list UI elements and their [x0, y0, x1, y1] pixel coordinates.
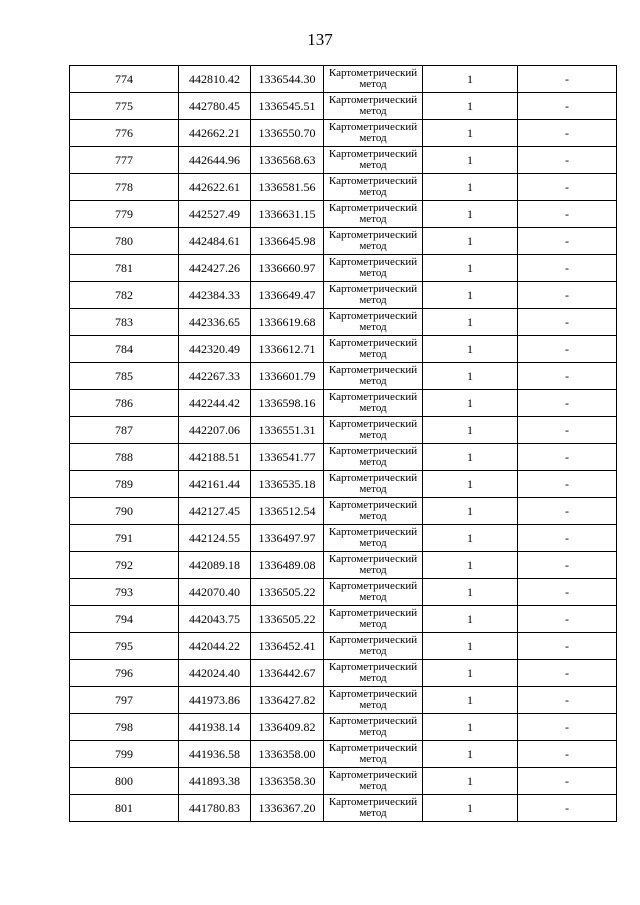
table-row — [70, 741, 617, 768]
table-row — [70, 714, 617, 741]
method-cell: Картометрический метод — [324, 525, 423, 552]
note-cell: - — [518, 417, 617, 444]
method-cell: Картометрический метод — [324, 687, 423, 714]
table-row — [70, 363, 617, 390]
y-coordinate-cell: 1336541.77 — [251, 444, 324, 471]
y-coordinate-cell: 1336551.31 — [251, 417, 324, 444]
count-cell: 1 — [423, 768, 518, 795]
count-cell: 1 — [423, 687, 518, 714]
y-coordinate-cell: 1336505.22 — [251, 606, 324, 633]
x-coordinate-cell: 442267.33 — [179, 363, 251, 390]
x-coordinate-cell: 442320.49 — [179, 336, 251, 363]
y-coordinate-cell: 1336550.70 — [251, 120, 324, 147]
table-row — [70, 579, 617, 606]
table-row — [70, 795, 617, 822]
note-cell: - — [518, 498, 617, 525]
table-row — [70, 471, 617, 498]
count-cell: 1 — [423, 309, 518, 336]
x-coordinate-cell: 442207.06 — [179, 417, 251, 444]
y-coordinate-cell: 1336489.08 — [251, 552, 324, 579]
count-cell: 1 — [423, 336, 518, 363]
x-coordinate-cell: 442484.61 — [179, 228, 251, 255]
count-cell: 1 — [423, 633, 518, 660]
y-coordinate-cell: 1336660.97 — [251, 255, 324, 282]
note-cell: - — [518, 282, 617, 309]
point-number-cell: 786 — [70, 390, 179, 417]
method-cell: Картометрический метод — [324, 444, 423, 471]
count-cell: 1 — [423, 417, 518, 444]
point-number-cell: 789 — [70, 471, 179, 498]
note-cell: - — [518, 660, 617, 687]
point-number-cell: 780 — [70, 228, 179, 255]
point-number-cell: 781 — [70, 255, 179, 282]
table-row — [70, 201, 617, 228]
y-coordinate-cell: 1336442.67 — [251, 660, 324, 687]
point-number-cell: 782 — [70, 282, 179, 309]
table-row — [70, 417, 617, 444]
note-cell: - — [518, 579, 617, 606]
count-cell: 1 — [423, 579, 518, 606]
x-coordinate-cell: 441936.58 — [179, 741, 251, 768]
point-number-cell: 776 — [70, 120, 179, 147]
note-cell: - — [518, 363, 617, 390]
note-cell: - — [518, 309, 617, 336]
x-coordinate-cell: 442810.42 — [179, 66, 251, 93]
x-coordinate-cell: 441780.83 — [179, 795, 251, 822]
point-number-cell: 794 — [70, 606, 179, 633]
x-coordinate-cell: 442662.21 — [179, 120, 251, 147]
table-row — [70, 309, 617, 336]
point-number-cell: 792 — [70, 552, 179, 579]
count-cell: 1 — [423, 390, 518, 417]
y-coordinate-cell: 1336545.51 — [251, 93, 324, 120]
x-coordinate-cell: 442780.45 — [179, 93, 251, 120]
x-coordinate-cell: 442070.40 — [179, 579, 251, 606]
method-cell: Картометрический метод — [324, 336, 423, 363]
y-coordinate-cell: 1336358.00 — [251, 741, 324, 768]
y-coordinate-cell: 1336568.63 — [251, 147, 324, 174]
y-coordinate-cell: 1336631.15 — [251, 201, 324, 228]
point-number-cell: 783 — [70, 309, 179, 336]
count-cell: 1 — [423, 444, 518, 471]
table-row — [70, 66, 617, 93]
note-cell: - — [518, 66, 617, 93]
method-cell: Картометрический метод — [324, 228, 423, 255]
table-row — [70, 120, 617, 147]
y-coordinate-cell: 1336544.30 — [251, 66, 324, 93]
x-coordinate-cell: 442622.61 — [179, 174, 251, 201]
x-coordinate-cell: 441973.86 — [179, 687, 251, 714]
note-cell: - — [518, 552, 617, 579]
count-cell: 1 — [423, 120, 518, 147]
note-cell: - — [518, 93, 617, 120]
y-coordinate-cell: 1336598.16 — [251, 390, 324, 417]
note-cell: - — [518, 174, 617, 201]
x-coordinate-cell: 442024.40 — [179, 660, 251, 687]
x-coordinate-cell: 442427.26 — [179, 255, 251, 282]
x-coordinate-cell: 441893.38 — [179, 768, 251, 795]
y-coordinate-cell: 1336497.97 — [251, 525, 324, 552]
x-coordinate-cell: 442124.55 — [179, 525, 251, 552]
y-coordinate-cell: 1336409.82 — [251, 714, 324, 741]
table-row — [70, 444, 617, 471]
method-cell: Картометрический метод — [324, 93, 423, 120]
y-coordinate-cell: 1336581.56 — [251, 174, 324, 201]
method-cell: Картометрический метод — [324, 714, 423, 741]
method-cell: Картометрический метод — [324, 363, 423, 390]
note-cell: - — [518, 336, 617, 363]
y-coordinate-cell: 1336367.20 — [251, 795, 324, 822]
count-cell: 1 — [423, 660, 518, 687]
note-cell: - — [518, 525, 617, 552]
coordinates-table-body — [70, 66, 617, 822]
table-row — [70, 93, 617, 120]
point-number-cell: 795 — [70, 633, 179, 660]
method-cell: Картометрический метод — [324, 552, 423, 579]
note-cell: - — [518, 687, 617, 714]
count-cell: 1 — [423, 201, 518, 228]
note-cell: - — [518, 120, 617, 147]
point-number-cell: 785 — [70, 363, 179, 390]
method-cell: Картометрический метод — [324, 741, 423, 768]
method-cell: Картометрический метод — [324, 471, 423, 498]
point-number-cell: 787 — [70, 417, 179, 444]
x-coordinate-cell: 442127.45 — [179, 498, 251, 525]
y-coordinate-cell: 1336358.30 — [251, 768, 324, 795]
count-cell: 1 — [423, 606, 518, 633]
y-coordinate-cell: 1336619.68 — [251, 309, 324, 336]
method-cell: Картометрический метод — [324, 120, 423, 147]
note-cell: - — [518, 255, 617, 282]
point-number-cell: 790 — [70, 498, 179, 525]
count-cell: 1 — [423, 66, 518, 93]
point-number-cell: 799 — [70, 741, 179, 768]
count-cell: 1 — [423, 255, 518, 282]
coordinates-table — [69, 65, 617, 822]
note-cell: - — [518, 147, 617, 174]
count-cell: 1 — [423, 552, 518, 579]
point-number-cell: 791 — [70, 525, 179, 552]
method-cell: Картометрический метод — [324, 282, 423, 309]
x-coordinate-cell: 442161.44 — [179, 471, 251, 498]
count-cell: 1 — [423, 228, 518, 255]
count-cell: 1 — [423, 714, 518, 741]
x-coordinate-cell: 442043.75 — [179, 606, 251, 633]
table-row — [70, 498, 617, 525]
count-cell: 1 — [423, 282, 518, 309]
method-cell: Картометрический метод — [324, 633, 423, 660]
y-coordinate-cell: 1336512.54 — [251, 498, 324, 525]
count-cell: 1 — [423, 147, 518, 174]
method-cell: Картометрический метод — [324, 309, 423, 336]
y-coordinate-cell: 1336505.22 — [251, 579, 324, 606]
point-number-cell: 796 — [70, 660, 179, 687]
method-cell: Картометрический метод — [324, 768, 423, 795]
method-cell: Картометрический метод — [324, 579, 423, 606]
note-cell: - — [518, 714, 617, 741]
point-number-cell: 800 — [70, 768, 179, 795]
method-cell: Картометрический метод — [324, 795, 423, 822]
page-number: 137 — [307, 30, 333, 49]
point-number-cell: 797 — [70, 687, 179, 714]
table-row — [70, 525, 617, 552]
table-row — [70, 687, 617, 714]
method-cell: Картометрический метод — [324, 417, 423, 444]
table-row — [70, 147, 617, 174]
y-coordinate-cell: 1336645.98 — [251, 228, 324, 255]
point-number-cell: 779 — [70, 201, 179, 228]
note-cell: - — [518, 741, 617, 768]
note-cell: - — [518, 606, 617, 633]
x-coordinate-cell: 442336.65 — [179, 309, 251, 336]
count-cell: 1 — [423, 363, 518, 390]
method-cell: Картометрический метод — [324, 390, 423, 417]
table-row — [70, 552, 617, 579]
point-number-cell: 801 — [70, 795, 179, 822]
x-coordinate-cell: 442089.18 — [179, 552, 251, 579]
table-row — [70, 633, 617, 660]
table-row — [70, 174, 617, 201]
note-cell: - — [518, 471, 617, 498]
table-row — [70, 336, 617, 363]
table-row — [70, 606, 617, 633]
count-cell: 1 — [423, 174, 518, 201]
point-number-cell: 778 — [70, 174, 179, 201]
x-coordinate-cell: 442044.22 — [179, 633, 251, 660]
point-number-cell: 774 — [70, 66, 179, 93]
table-row — [70, 228, 617, 255]
count-cell: 1 — [423, 795, 518, 822]
count-cell: 1 — [423, 741, 518, 768]
y-coordinate-cell: 1336649.47 — [251, 282, 324, 309]
method-cell: Картометрический метод — [324, 201, 423, 228]
method-cell: Картометрический метод — [324, 174, 423, 201]
y-coordinate-cell: 1336535.18 — [251, 471, 324, 498]
y-coordinate-cell: 1336612.71 — [251, 336, 324, 363]
table-row — [70, 660, 617, 687]
point-number-cell: 788 — [70, 444, 179, 471]
x-coordinate-cell: 442527.49 — [179, 201, 251, 228]
method-cell: Картометрический метод — [324, 660, 423, 687]
method-cell: Картометрический метод — [324, 147, 423, 174]
point-number-cell: 793 — [70, 579, 179, 606]
y-coordinate-cell: 1336601.79 — [251, 363, 324, 390]
method-cell: Картометрический метод — [324, 498, 423, 525]
table-row — [70, 255, 617, 282]
method-cell: Картометрический метод — [324, 255, 423, 282]
point-number-cell: 775 — [70, 93, 179, 120]
x-coordinate-cell: 442644.96 — [179, 147, 251, 174]
note-cell: - — [518, 228, 617, 255]
count-cell: 1 — [423, 525, 518, 552]
x-coordinate-cell: 442188.51 — [179, 444, 251, 471]
point-number-cell: 784 — [70, 336, 179, 363]
count-cell: 1 — [423, 471, 518, 498]
y-coordinate-cell: 1336427.82 — [251, 687, 324, 714]
x-coordinate-cell: 442384.33 — [179, 282, 251, 309]
count-cell: 1 — [423, 498, 518, 525]
table-row — [70, 282, 617, 309]
count-cell: 1 — [423, 93, 518, 120]
note-cell: - — [518, 768, 617, 795]
method-cell: Картометрический метод — [324, 66, 423, 93]
point-number-cell: 798 — [70, 714, 179, 741]
note-cell: - — [518, 201, 617, 228]
y-coordinate-cell: 1336452.41 — [251, 633, 324, 660]
point-number-cell: 777 — [70, 147, 179, 174]
note-cell: - — [518, 795, 617, 822]
note-cell: - — [518, 633, 617, 660]
x-coordinate-cell: 442244.42 — [179, 390, 251, 417]
x-coordinate-cell: 441938.14 — [179, 714, 251, 741]
method-cell: Картометрический метод — [324, 606, 423, 633]
note-cell: - — [518, 390, 617, 417]
note-cell: - — [518, 444, 617, 471]
table-row — [70, 390, 617, 417]
table-row — [70, 768, 617, 795]
